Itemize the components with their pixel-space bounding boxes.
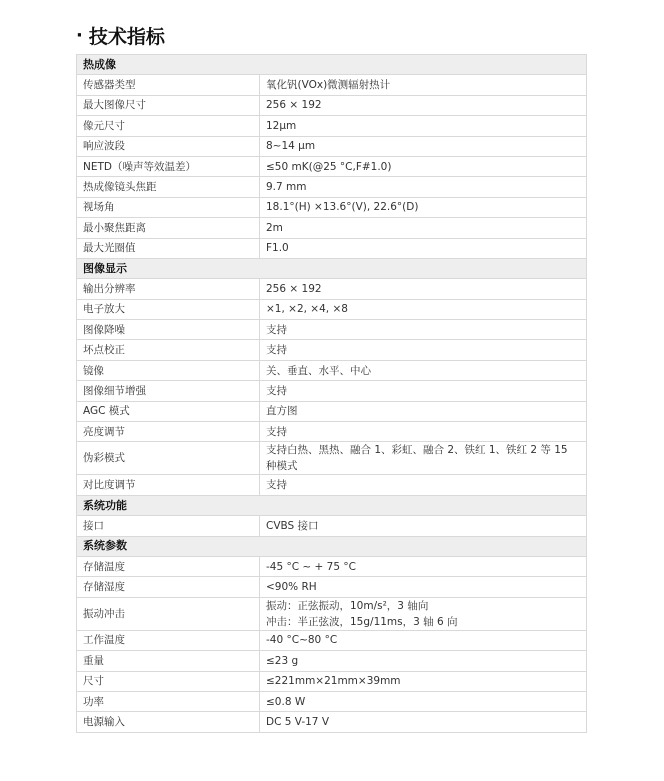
row-value: ≤221mm×21mm×39mm (260, 671, 587, 691)
row-value: 12μm (260, 116, 587, 136)
row-label: 电子放大 (77, 299, 260, 319)
row-label: 重量 (77, 651, 260, 671)
table-row (77, 156, 587, 176)
vibration-line: 振动：正弦振动，10m/s²，3 轴向 (266, 599, 429, 612)
section-header (77, 536, 587, 556)
row-value (260, 597, 587, 630)
row-value: 支持白热、黑热、融合 1、彩虹、融合 2、铁红 1、铁红 2 等 15 种模式 (260, 442, 587, 475)
table-row (77, 116, 587, 136)
table-row (77, 197, 587, 217)
table-row (77, 177, 587, 197)
row-label: AGC 模式 (77, 401, 260, 421)
row-value: 支持 (260, 381, 587, 401)
row-value: 2m (260, 218, 587, 238)
row-label: 功率 (77, 691, 260, 711)
row-label: 热成像镜头焦距 (77, 177, 260, 197)
row-value: 256 × 192 (260, 95, 587, 115)
row-label: 工作温度 (77, 630, 260, 650)
row-label: 存储温度 (77, 556, 260, 576)
table-row (77, 95, 587, 115)
row-label: 尺寸 (77, 671, 260, 691)
table-row (77, 238, 587, 258)
table-row (77, 651, 587, 671)
table-row (77, 577, 587, 597)
table-row (77, 712, 587, 732)
row-label: 电源输入 (77, 712, 260, 732)
table-row (77, 475, 587, 495)
section-header (77, 55, 587, 75)
row-value: ×1, ×2, ×4, ×8 (260, 299, 587, 319)
table-row (77, 381, 587, 401)
row-value: <90% RH (260, 577, 587, 597)
row-value: 氧化钒(VOx)微测辐射热计 (260, 75, 587, 95)
table-row (77, 691, 587, 711)
table-row (77, 516, 587, 536)
row-value: 9.7 mm (260, 177, 587, 197)
section-title: 系统参数 (77, 536, 587, 556)
row-label: 视场角 (77, 197, 260, 217)
table-row (77, 556, 587, 576)
row-value: 直方图 (260, 401, 587, 421)
row-label: 最小聚焦距离 (77, 218, 260, 238)
row-label: 响应波段 (77, 136, 260, 156)
row-value: CVBS 接口 (260, 516, 587, 536)
section-header (77, 495, 587, 515)
table-row (77, 630, 587, 650)
row-value: 256 × 192 (260, 279, 587, 299)
row-label: 最大图像尺寸 (77, 95, 260, 115)
row-value: ≤50 mK(@25 °C,F#1.0) (260, 156, 587, 176)
section-title: 图像显示 (77, 258, 587, 278)
row-value: 支持 (260, 422, 587, 442)
row-label: 存储湿度 (77, 577, 260, 597)
row-label: 图像细节增强 (77, 381, 260, 401)
shock-line: 冲击：半正弦波，15g/11ms，3 轴 6 向 (266, 615, 458, 628)
spec-table (76, 54, 587, 733)
row-value: 支持 (260, 340, 587, 360)
row-label: 亮度调节 (77, 422, 260, 442)
row-value: 支持 (260, 475, 587, 495)
section-header (77, 258, 587, 278)
row-label: 传感器类型 (77, 75, 260, 95)
table-row (77, 299, 587, 319)
table-row (77, 401, 587, 421)
row-label: 伪彩模式 (77, 442, 260, 475)
page-title (76, 22, 165, 49)
row-value: ≤23 g (260, 651, 587, 671)
row-value: -45 °C ~ + 75 °C (260, 556, 587, 576)
row-label: 最大光圈值 (77, 238, 260, 258)
title-bullet: · (76, 25, 83, 46)
row-value: F1.0 (260, 238, 587, 258)
title-text: 技术指标 (88, 26, 165, 48)
section-title: 系统功能 (77, 495, 587, 515)
row-value: 8~14 μm (260, 136, 587, 156)
row-label: 镜像 (77, 360, 260, 380)
row-label: NETD（噪声等效温差） (77, 156, 260, 176)
table-row (77, 597, 587, 630)
table-row (77, 671, 587, 691)
row-value: ≤0.8 W (260, 691, 587, 711)
row-value: 支持 (260, 320, 587, 340)
table-row (77, 442, 587, 475)
table-row (77, 136, 587, 156)
table-row (77, 75, 587, 95)
table-row (77, 360, 587, 380)
row-label: 坏点校正 (77, 340, 260, 360)
table-row (77, 279, 587, 299)
table-row (77, 218, 587, 238)
table-row (77, 340, 587, 360)
row-value: 关、垂直、水平、中心 (260, 360, 587, 380)
row-label: 图像降噪 (77, 320, 260, 340)
row-value: DC 5 V-17 V (260, 712, 587, 732)
row-label: 像元尺寸 (77, 116, 260, 136)
section-title: 热成像 (77, 55, 587, 75)
table-row (77, 320, 587, 340)
row-label: 输出分辨率 (77, 279, 260, 299)
table-row (77, 422, 587, 442)
row-label: 振动冲击 (77, 597, 260, 630)
row-label: 对比度调节 (77, 475, 260, 495)
row-label: 接口 (77, 516, 260, 536)
row-value: -40 °C~80 °C (260, 630, 587, 650)
row-value: 18.1°(H) ×13.6°(V), 22.6°(D) (260, 197, 587, 217)
